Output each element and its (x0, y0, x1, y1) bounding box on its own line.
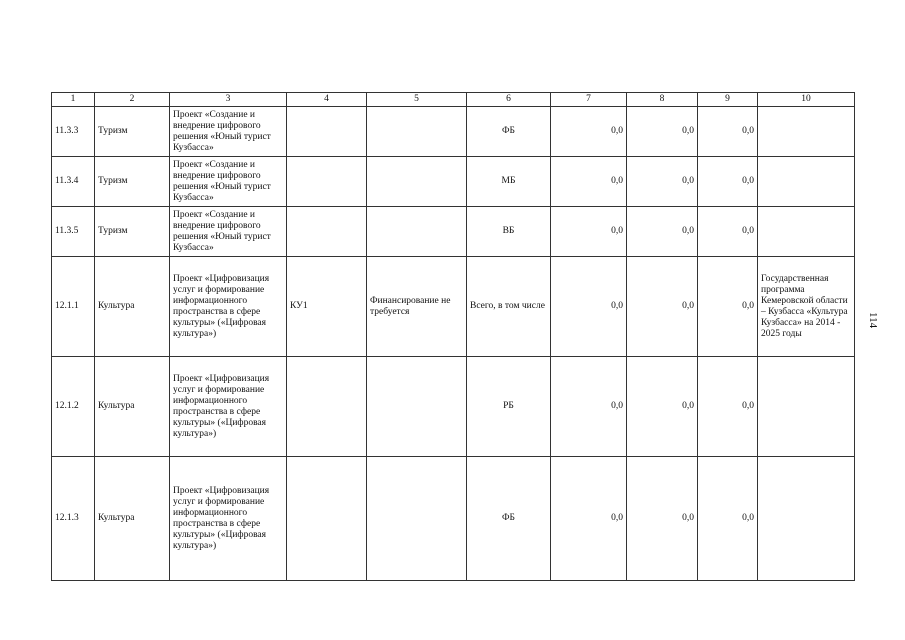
row-value: 0,0 (551, 257, 627, 357)
row-financing: Финансирование не требуется (367, 257, 467, 357)
row-value: 0,0 (627, 357, 698, 457)
row-indicator (287, 207, 367, 257)
row-indicator (287, 107, 367, 157)
table-row (52, 257, 855, 357)
row-project: Проект «Создание и внедрение цифрового решения «Юный турист Кузбасса» (170, 107, 287, 157)
row-value: 0,0 (551, 107, 627, 157)
row-value: 0,0 (551, 357, 627, 457)
row-project: Проект «Создание и внедрение цифрового решения «Юный турист Кузбасса» (170, 207, 287, 257)
col-header: 4 (287, 93, 367, 107)
row-sphere: Туризм (95, 207, 170, 257)
col-header: 5 (367, 93, 467, 107)
row-sphere: Культура (95, 457, 170, 581)
table-row (52, 207, 855, 257)
row-value: 0,0 (698, 207, 758, 257)
row-source: МБ (467, 157, 551, 207)
col-header: 8 (627, 93, 698, 107)
row-value: 0,0 (551, 207, 627, 257)
row-value: 0,0 (627, 157, 698, 207)
row-code: 12.1.2 (52, 357, 95, 457)
row-value: 0,0 (627, 257, 698, 357)
row-source: РБ (467, 357, 551, 457)
row-value: 0,0 (551, 157, 627, 207)
row-source: ФБ (467, 107, 551, 157)
row-value: 0,0 (698, 157, 758, 207)
row-program: Государственная программа Кемеровской области – Кузбасса «Культура Кузбасса» на 2014 - 2025 годы (758, 257, 855, 357)
row-value: 0,0 (698, 457, 758, 581)
row-code: 11.3.3 (52, 107, 95, 157)
row-sphere: Туризм (95, 107, 170, 157)
row-financing (367, 207, 467, 257)
row-indicator (287, 457, 367, 581)
row-project: Проект «Цифровизация услуг и формирование информационного пространства в сфере культуры» («Цифровая культура») (170, 257, 287, 357)
row-financing (367, 107, 467, 157)
row-project: Проект «Создание и внедрение цифрового решения «Юный турист Кузбасса» (170, 157, 287, 207)
row-program (758, 457, 855, 581)
table-row (52, 157, 855, 207)
row-financing (367, 157, 467, 207)
row-indicator (287, 357, 367, 457)
row-program (758, 357, 855, 457)
row-value: 0,0 (698, 257, 758, 357)
col-header: 1 (52, 93, 95, 107)
col-header: 9 (698, 93, 758, 107)
row-sphere: Туризм (95, 157, 170, 207)
table-row (52, 107, 855, 157)
row-source: ВБ (467, 207, 551, 257)
row-value: 0,0 (698, 107, 758, 157)
row-sphere: Культура (95, 357, 170, 457)
row-financing (367, 457, 467, 581)
table-row (52, 357, 855, 457)
row-value: 0,0 (551, 457, 627, 581)
row-program (758, 157, 855, 207)
row-value: 0,0 (698, 357, 758, 457)
row-financing (367, 357, 467, 457)
page-number: 114 (867, 312, 879, 329)
row-code: 11.3.5 (52, 207, 95, 257)
data-table (51, 92, 855, 581)
col-header: 3 (170, 93, 287, 107)
row-program (758, 107, 855, 157)
row-code: 12.1.1 (52, 257, 95, 357)
row-indicator (287, 157, 367, 207)
row-indicator: КУ1 (287, 257, 367, 357)
table-row (52, 457, 855, 581)
col-header: 2 (95, 93, 170, 107)
col-header: 7 (551, 93, 627, 107)
row-source: ФБ (467, 457, 551, 581)
col-header: 10 (758, 93, 855, 107)
row-sphere: Культура (95, 257, 170, 357)
row-code: 11.3.4 (52, 157, 95, 207)
col-header: 6 (467, 93, 551, 107)
row-value: 0,0 (627, 207, 698, 257)
row-code: 12.1.3 (52, 457, 95, 581)
header-row (52, 93, 855, 107)
row-project: Проект «Цифровизация услуг и формирование информационного пространства в сфере культуры» («Цифровая культура») (170, 457, 287, 581)
row-source: Всего, в том числе (467, 257, 551, 357)
row-program (758, 207, 855, 257)
row-project: Проект «Цифровизация услуг и формирование информационного пространства в сфере культуры» («Цифровая культура») (170, 357, 287, 457)
row-value: 0,0 (627, 107, 698, 157)
row-value: 0,0 (627, 457, 698, 581)
